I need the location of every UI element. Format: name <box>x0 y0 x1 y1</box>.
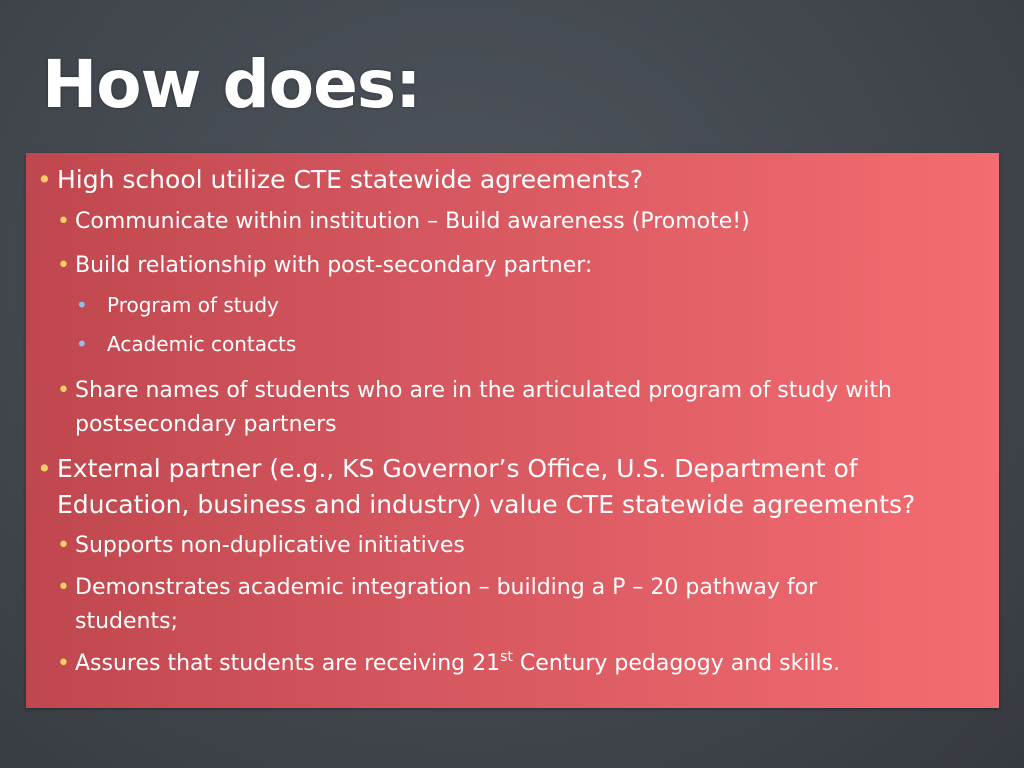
bullet-item: • Academic contacts <box>76 332 297 356</box>
bullet-item: • Demonstrates academic integration – building a P – 20 pathway for students; <box>75 571 817 639</box>
bullet-dot: • <box>76 332 88 356</box>
bullet-item: • Communicate within institution – Build awareness (Promote!) <box>57 209 750 234</box>
bullet-dot: • <box>57 575 70 600</box>
bullet-dot: • <box>57 651 70 676</box>
bullet-item: • External partner (e.g., KS Governor’s Office, U.S. Department of Education, business and industry) value CTE statewide agreements? <box>57 451 915 523</box>
bullet-item: • Supports non-duplicative initiatives <box>57 533 465 558</box>
bullet-item: • Build relationship with post-secondary partner: <box>57 253 593 278</box>
content-box <box>26 153 999 708</box>
bullet-item: • Share names of students who are in the articulated program of study with postsecondary partners <box>75 374 892 442</box>
bullet-dot: • <box>57 378 70 403</box>
bullet-item: • Program of study <box>76 293 279 317</box>
slide-title: How does: <box>42 46 421 123</box>
bullet-dot: • <box>37 454 52 483</box>
bullet-dot: • <box>37 165 52 194</box>
bullet-dot: • <box>76 293 88 317</box>
bullet-item: • High school utilize CTE statewide agreements? <box>37 165 644 194</box>
bullet-item: • Assures that students are receiving 21st Century pedagogy and skills. <box>57 648 841 676</box>
bullet-dot: • <box>57 209 70 234</box>
bullet-dot: • <box>57 253 70 278</box>
bullet-dot: • <box>57 533 70 558</box>
